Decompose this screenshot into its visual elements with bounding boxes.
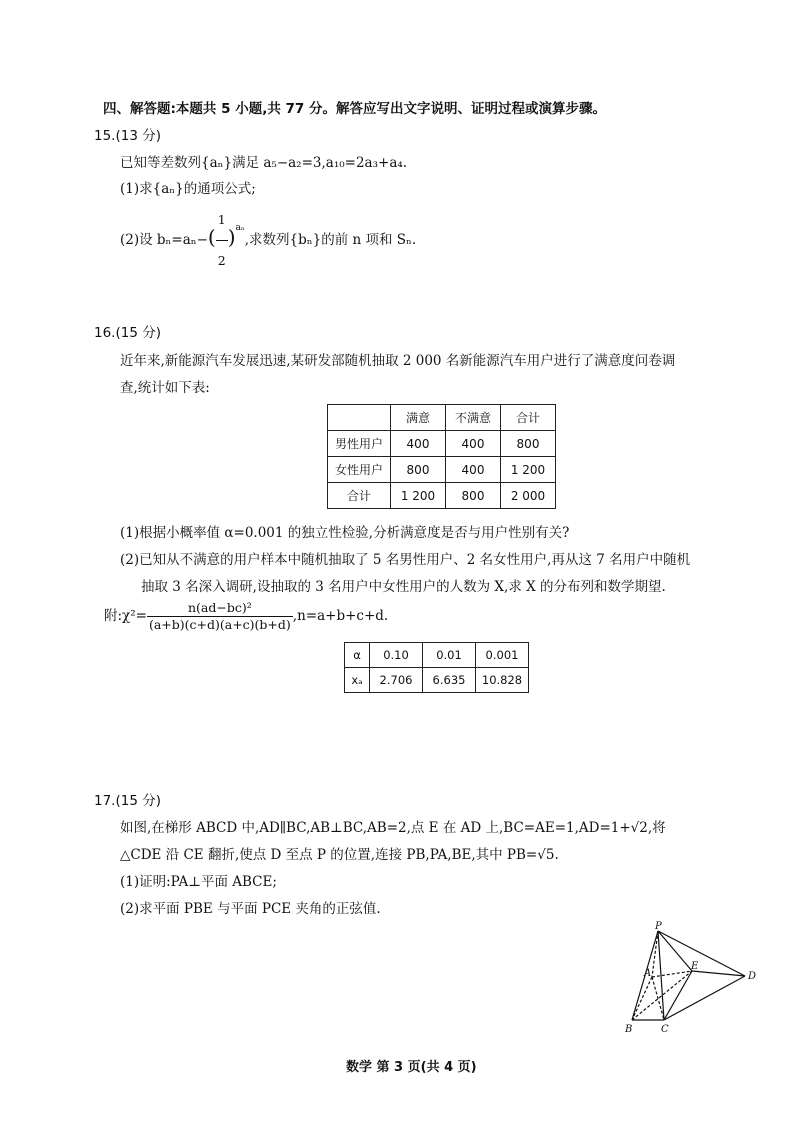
table-cell: α [345,643,370,668]
q15-intro: 已知等差数列{aₙ}满足 a₅−a₂=3,a₁₀=2a₃+a₄. [120,155,408,171]
table-row [345,668,529,693]
table-cell: 2 000 [501,483,556,509]
q15-frac-den: 2 [217,253,226,268]
q15-part2-prefix: (2)设 bₙ=aₙ− [120,232,208,248]
table-row [345,643,529,668]
table-cell: 女性用户 [328,457,391,483]
table-cell: 400 [446,431,501,457]
q16-intro-line2: 查,统计如下表: [120,380,210,396]
edge-ab [632,977,652,1020]
q15-frac-num: 1 [216,200,228,241]
formula-numerator: n(ad−bc)² [147,600,293,617]
label-e: E [691,961,699,972]
q16-number: 16.(15 分) [94,325,161,341]
appendix-prefix: 附:χ²= [104,608,147,624]
q15-fraction [216,200,228,281]
q17-line1: 如图,在梯形 ABCD 中,AD∥BC,AB⊥BC,AB=2,点 E 在 AD 上,BC=AE=1,AD=1+√2,将 [120,820,666,836]
q16-intro-line1: 近年来,新能源汽车发展迅速,某研发部随机抽取 2 000 名新能源汽车用户进行了满意度问卷调 [120,353,676,369]
q17-number: 17.(15 分) [94,793,161,809]
table-cell: 1 200 [501,457,556,483]
q15-number: 15.(13 分) [94,128,161,144]
table-header-cell: 满意 [391,405,446,431]
table-cell: 1 200 [391,483,446,509]
table-header-cell: 合计 [501,405,556,431]
label-d: D [748,971,757,982]
edge-ae [652,971,692,977]
q15-part2: (2)设 bₙ=aₙ−( $\frac{1}{2}$ )$^{a_n}$,求数列{bₙ}的前 n 项和 Sₙ. [120,200,416,281]
q15-exponent: aₙ [235,223,245,233]
table-header-cell: 不满意 [446,405,501,431]
table-cell: xₐ [345,668,370,693]
q16-part2-line2: 抽取 3 名深入调研,设抽取的 3 名用户中女性用户的人数为 X,求 X 的分布列和数学期望. [141,579,666,595]
q15-part1: (1)求{aₙ}的通项公式; [120,181,256,197]
table-cell: 2.706 [370,668,423,693]
q17-part2: (2)求平面 PBE 与平面 PCE 夹角的正弦值. [120,901,381,917]
label-b: B [625,1024,633,1035]
table-cell: 0.001 [476,643,529,668]
table-cell: 男性用户 [328,431,391,457]
chi-square-formula [147,600,293,633]
table-cell: 400 [446,457,501,483]
q16-part2-line1: (2)已知从不满意的用户样本中随机抽取了 5 名男性用户、2 名女性用户,再从这 7 名用户中随机 [120,552,691,568]
table-row [328,457,556,483]
edge-pe [658,931,692,971]
formula-denominator: (a+b)(c+d)(a+c)(b+d) [148,617,291,632]
table-cell: 合计 [328,483,391,509]
pyramid-figure [615,920,765,1040]
label-c: C [661,1024,669,1035]
section-heading: 四、解答题:本题共 5 小题,共 77 分。解答应写出文字说明、证明过程或演算步骤。 [103,101,607,117]
table-cell: 6.635 [423,668,476,693]
table-cell: 400 [391,431,446,457]
appendix-suffix: ,n=a+b+c+d. [292,608,389,624]
q17-part1: (1)证明:PA⊥平面 ABCE; [120,874,277,890]
alpha-table [344,642,529,693]
q17-line2: △CDE 沿 CE 翻折,使点 D 至点 P 的位置,连接 PB,PA,BE,其中 PB=√5. [120,847,559,863]
table-cell: 10.828 [476,668,529,693]
table-row [328,431,556,457]
edge-pd [658,931,745,976]
table-cell: 800 [391,457,446,483]
q16-appendix [104,598,388,634]
edge-pa [652,931,658,977]
table-cell: 800 [446,483,501,509]
table-header-cell [328,405,391,431]
q15-part2-suffix: ,求数列{bₙ}的前 n 项和 Sₙ. [244,232,417,248]
table-cell: 0.10 [370,643,423,668]
table-cell: 800 [501,431,556,457]
label-a: A [644,968,652,979]
page-footer: 数学 第 3 页(共 4 页) [346,1060,477,1075]
table-header-row [328,405,556,431]
table-row [328,483,556,509]
label-p: P [655,921,662,932]
q16-part1: (1)根据小概率值 α=0.001 的独立性检验,分析满意度是否与用户性别有关? [120,525,570,541]
table-cell: 0.01 [423,643,476,668]
survey-table [327,404,556,509]
